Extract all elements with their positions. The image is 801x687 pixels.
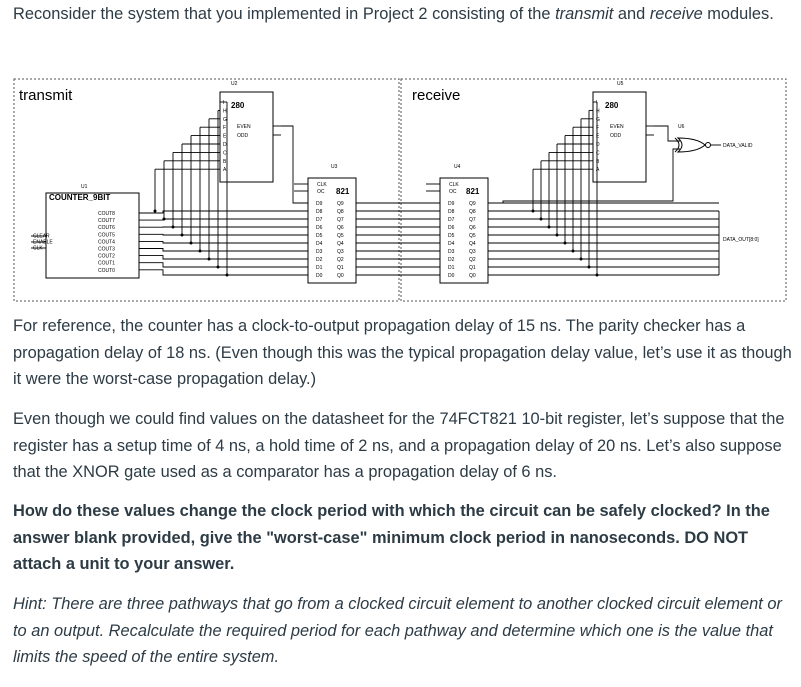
u3-name: 821	[336, 187, 350, 196]
register-d-label: D6	[448, 225, 455, 231]
intro-transmit: transmit	[555, 5, 614, 23]
register-q-label: Q4	[469, 241, 476, 247]
parity-input-label: C	[223, 150, 227, 157]
register-q-label: Q1	[337, 265, 344, 271]
register-q-label: Q0	[469, 273, 476, 279]
parity-output-label: EVEN	[237, 124, 251, 130]
module-borders	[14, 79, 786, 301]
parity-input-label: A	[596, 167, 600, 174]
u1-output-label: COUT5	[98, 232, 115, 239]
register-d-label: D0	[448, 273, 455, 279]
u1-input-label: CLK	[33, 245, 43, 252]
svg-text:U3: U3	[331, 164, 338, 170]
u1-output-label: COUT1	[98, 260, 115, 267]
svg-text:U2: U2	[231, 81, 238, 87]
parity-input-label: G	[596, 116, 600, 123]
intro-receive: receive	[649, 5, 703, 23]
u4-register	[426, 164, 488, 283]
register-d-label: D7	[448, 217, 455, 223]
svg-text:U4: U4	[454, 164, 461, 170]
register-d-label: D8	[448, 209, 455, 215]
u2-parity-checker	[220, 81, 281, 182]
register-d-label: D9	[448, 201, 455, 207]
register-d-label: D1	[448, 265, 455, 271]
u4-name: 821	[466, 187, 480, 196]
u1-outputs	[98, 211, 115, 274]
data-out-label: DATA_OUT[8:0]	[723, 237, 759, 243]
svg-text:U5: U5	[617, 81, 624, 87]
register-d-label: D1	[316, 265, 323, 271]
parity-input-label: C	[596, 150, 600, 157]
circuit-schematic	[13, 78, 787, 304]
register-control-label: CLK	[449, 182, 459, 188]
register-q-label: Q1	[469, 265, 476, 271]
u3-register	[294, 164, 356, 283]
intro-text-3: modules.	[702, 5, 774, 23]
parity-input-label: A	[223, 167, 227, 174]
parity-input-label: D	[223, 142, 227, 148]
u1-output-label: COUT6	[98, 225, 115, 232]
transmit-module-label: transmit	[19, 87, 73, 104]
register-q-label: Q2	[337, 257, 344, 263]
u1-inputs	[31, 234, 53, 252]
register-q-label: Q3	[469, 249, 476, 255]
register-q-label: Q6	[469, 225, 476, 231]
parity-input-label: B	[223, 158, 227, 165]
parity-input-label: I	[223, 100, 225, 106]
hint-paragraph: Hint: There are three pathways that go from a clocked circuit element to another clocked circuit element or to an output. Recalculate the required period for each pathway and determine which one is the value that limits the speed of the entire system.	[13, 595, 782, 666]
u5-name: 280	[605, 101, 619, 110]
register-q-label: Q2	[469, 257, 476, 263]
u4-pins	[426, 182, 476, 279]
register-q-label: Q4	[337, 241, 344, 247]
parity-input-label: F	[596, 125, 600, 132]
register-timing-paragraph: Even though we could find values on the datasheet for the 74FCT821 10-bit register, let’s suppose that the register has a setup time of 4 ns, a hold time of 2 ns, and a propagation delay of 20 ns. Let’s also suppose that the XNOR gate used as a comparator has a propagation delay of 6 ns.	[13, 410, 785, 481]
svg-text:U6: U6	[678, 124, 685, 130]
parity-input-label: E	[596, 133, 600, 140]
u1-input-label: CLEAR	[33, 233, 50, 240]
u3-pins	[294, 182, 344, 279]
u1-counter	[31, 184, 139, 278]
register-q-label: Q8	[337, 209, 344, 215]
u6-xnor-gate	[675, 124, 753, 152]
question-paragraph: How do these values change the clock period with which the circuit can be safely clocked? In the answer blank provided, give the "worst-case" minimum clock period in nanoseconds. DO NOT attach a unit to your answer.	[13, 502, 770, 573]
register-q-label: Q7	[469, 217, 476, 223]
register-q-label: Q8	[469, 209, 476, 215]
u1-input-label: ENABLE	[33, 239, 53, 246]
register-d-label: D5	[316, 233, 323, 239]
u1-output-label: COUT4	[98, 239, 115, 246]
u5-pins	[596, 100, 654, 173]
register-q-label: Q5	[337, 233, 344, 239]
u2-pins	[223, 100, 281, 173]
register-d-label: D5	[448, 233, 455, 239]
u1-name: COUNTER_9BIT	[49, 193, 111, 202]
register-d-label: D0	[316, 273, 323, 279]
parity-input-label: G	[223, 116, 227, 123]
register-d-label: D2	[316, 257, 323, 263]
parity-input-label: D	[596, 142, 600, 148]
parity-input-label: H	[223, 108, 227, 115]
register-q-label: Q3	[337, 249, 344, 255]
register-q-label: Q6	[337, 225, 344, 231]
reference-paragraph: For reference, the counter has a clock-to-output propagation delay of 15 ns. The parity checker has a propagation delay of 18 ns. (Even though this was the typical propagation delay value, let’s use it as though it were the worst-case propagation delay.)	[13, 317, 792, 388]
u1-output-label: COUT8	[98, 211, 115, 217]
register-q-label: Q0	[337, 273, 344, 279]
register-d-label: D4	[448, 241, 455, 247]
parity-input-label: I	[596, 100, 598, 106]
parity-output-label: EVEN	[610, 124, 624, 130]
register-q-label: Q5	[469, 233, 476, 239]
parity-input-label: H	[596, 108, 600, 115]
data-valid-label: DATA_VALID	[723, 143, 753, 149]
parity-output-label: ODD	[237, 133, 249, 139]
u5-parity-checker	[593, 81, 654, 182]
register-d-label: D3	[448, 249, 455, 255]
parity-input-label: F	[223, 125, 227, 132]
parity-input-label: B	[596, 158, 600, 165]
register-d-label: D9	[316, 201, 323, 207]
intro-text-1: Reconsider the system that you implemented in Project 2 consisting of the	[13, 5, 556, 23]
intro-text-2: and	[613, 5, 650, 23]
receive-module-label: receive	[412, 87, 461, 104]
register-d-label: D8	[316, 209, 323, 215]
parity-output-label: ODD	[610, 133, 622, 139]
parity-input-label: E	[223, 133, 227, 140]
register-q-label: Q9	[469, 201, 476, 207]
intro-paragraph	[13, 1, 793, 28]
register-control-label: CLK	[317, 182, 327, 188]
register-q-label: Q7	[337, 217, 344, 223]
register-control-label: OC	[317, 189, 325, 195]
register-d-label: D7	[316, 217, 323, 223]
register-q-label: Q9	[337, 201, 344, 207]
u1-output-label: COUT2	[98, 253, 115, 260]
register-control-label: OC	[449, 189, 457, 195]
u1-output-label: COUT7	[98, 218, 115, 225]
u2-name: 280	[231, 101, 245, 110]
u1-output-label: COUT3	[98, 246, 115, 253]
register-d-label: D2	[448, 257, 455, 263]
svg-text:U1: U1	[81, 184, 88, 190]
u1-output-label: COUT0	[98, 267, 115, 274]
register-d-label: D3	[316, 249, 323, 255]
register-d-label: D6	[316, 225, 323, 231]
register-d-label: D4	[316, 241, 323, 247]
